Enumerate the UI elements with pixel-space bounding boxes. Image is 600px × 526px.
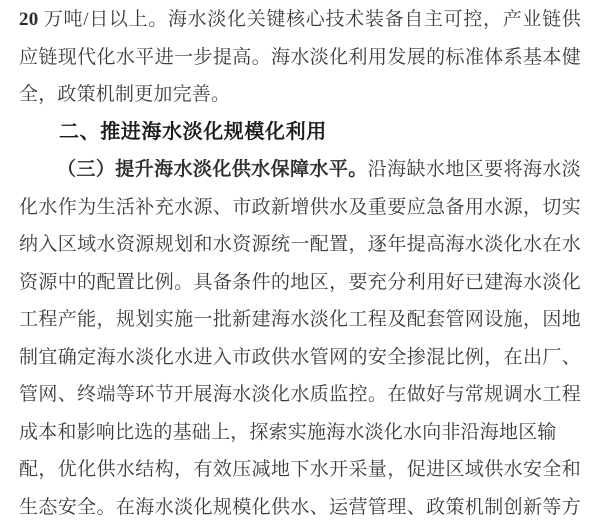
para2-line6: 制宜确定海水淡化水进入市政供水管网的安全掺混比例，在出厂、 — [19, 339, 581, 377]
para2-line8: 成本和影响比选的基础上，探索实施海水淡化水向非沿海地区输 — [19, 414, 581, 452]
para2-line5: 工程产能，规划实施一批新建海水淡化工程及配套管网设施，因地 — [19, 301, 581, 339]
para2-lead-bold: （三）提升海水淡化供水保障水平。 — [57, 159, 368, 180]
para2-line2: 化水作为生活补充水源、市政新增供水及重要应急备用水源，切实 — [19, 189, 581, 227]
section-heading: 二、推进海水淡化规模化利用 — [19, 114, 581, 152]
para2-line3: 纳入区域水资源规划和水资源统一配置，逐年提高海水淡化水在水 — [19, 226, 581, 264]
para2-line1-text: 沿海缺水地区要将海水淡 — [368, 159, 581, 180]
para1-line3: 全，政策机制更加完善。 — [19, 76, 581, 114]
para2-line1 — [19, 151, 581, 189]
para1-number: 20 — [19, 9, 38, 30]
para2-line4: 资源中的配置比例。具备条件的地区，要充分利用好已建海水淡化 — [19, 264, 581, 302]
para2-line9: 配，优化供水结构，有效压减地下水开采量，促进区域供水安全和 — [19, 451, 581, 489]
para1-line1 — [19, 1, 581, 39]
para2-line10: 生态安全。在海水淡化规模化供水、运营管理、政策机制创新等方 — [19, 489, 581, 526]
para1-line2: 应链现代化水平进一步提高。海水淡化利用发展的标准体系基本健 — [19, 39, 581, 77]
para1-line1-text: 万吨/日以上。海水淡化关键核心技术装备自主可控，产业链供 — [38, 9, 581, 30]
para2-line7: 管网、终端等环节开展海水淡化水质监控。在做好与常规调水工程 — [19, 376, 581, 414]
